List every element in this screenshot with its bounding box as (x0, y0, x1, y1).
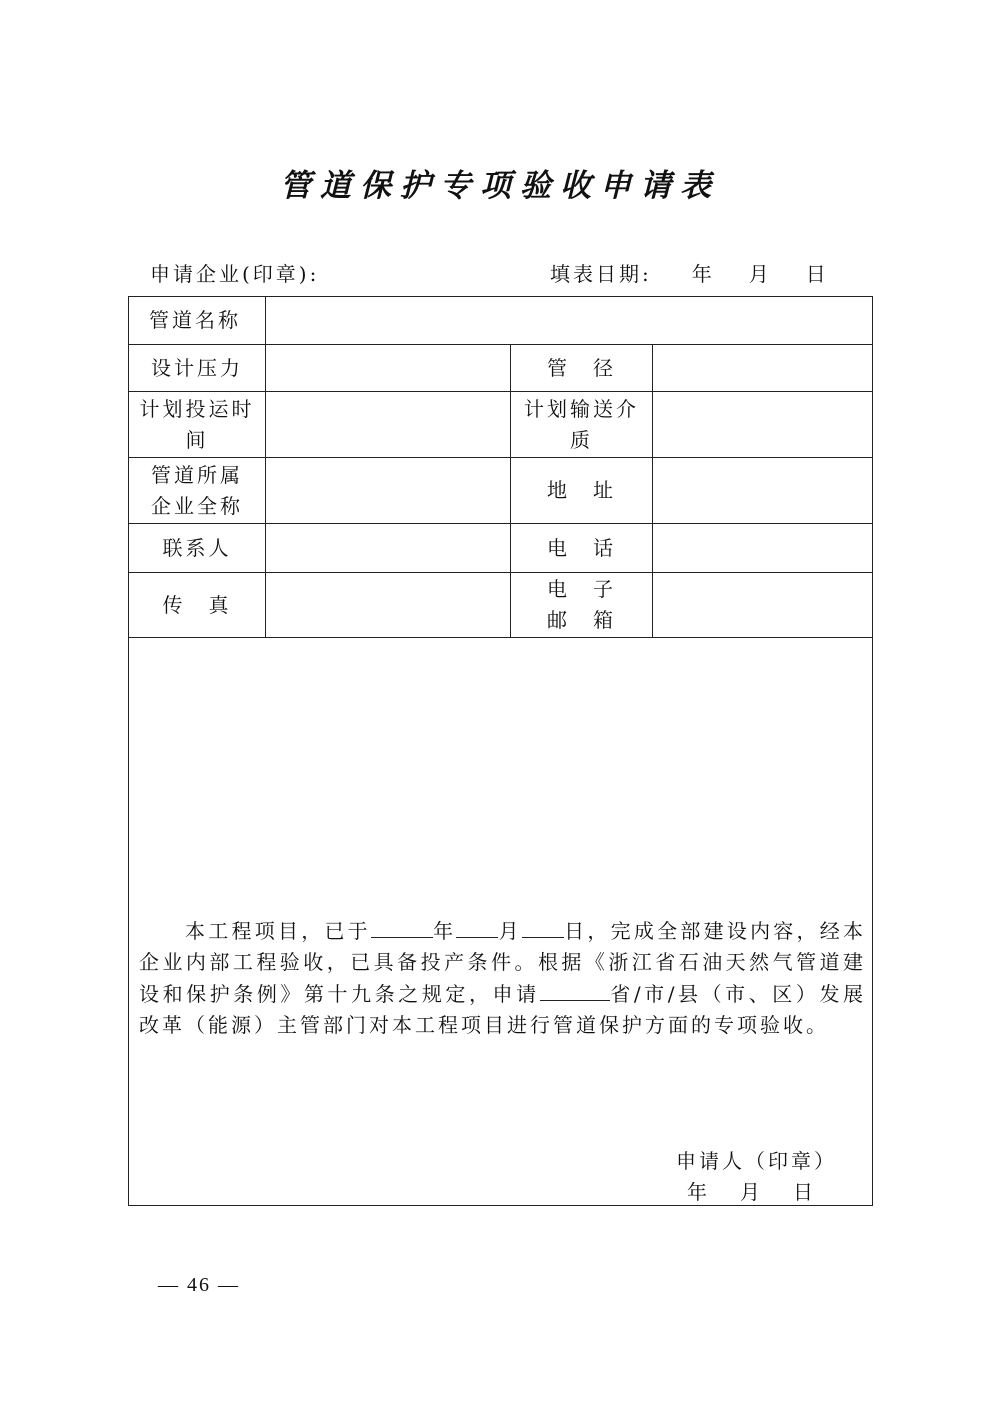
email-label-line1: 电 子 (547, 577, 616, 601)
email-label (511, 573, 653, 638)
page-number: — 46 — (158, 1274, 240, 1296)
company-full-name-label-line2: 企业全称 (151, 493, 243, 518)
application-form-table (128, 296, 873, 1206)
statement-cell (129, 638, 873, 1206)
planned-operation-time-label-line2: 间 (185, 427, 209, 452)
pipeline-name-label: 管道名称 (129, 297, 266, 345)
signature-day: 日 (793, 1180, 816, 1204)
transport-medium-label-line2: 质 (570, 427, 593, 452)
applicant-company-label: 申请企业(印章): (150, 262, 320, 286)
signature-year: 年 (687, 1180, 710, 1204)
fill-date-day: 日 (805, 262, 829, 286)
fill-date-label: 填表日期: (550, 262, 652, 286)
fax-label: 传 真 (129, 573, 266, 638)
company-full-name-label (129, 458, 266, 524)
fill-date-month: 月 (748, 262, 772, 286)
form-title: 管道保护专项验收申请表 (280, 168, 720, 204)
fill-date (550, 258, 829, 287)
pipeline-name-field[interactable] (266, 297, 873, 345)
applicant-seal-label: 申请人（印章） (676, 1149, 837, 1173)
transport-medium-label-line1: 计划输送介 (524, 396, 639, 421)
completion-year-blank[interactable] (371, 915, 433, 938)
completion-month-blank[interactable] (456, 915, 498, 938)
transport-medium-field[interactable] (653, 392, 873, 458)
signature-month: 月 (740, 1180, 763, 1204)
statement-part-5: 省/市/县（市、区）发展改革（能源）主管部门对本工程项目进行管道保护方面的专项验收。 (139, 982, 867, 1037)
phone-field[interactable] (653, 524, 873, 573)
fax-field[interactable] (266, 573, 511, 638)
contact-person-label: 联系人 (129, 524, 266, 573)
completion-day-blank[interactable] (522, 915, 564, 938)
diameter-field[interactable] (653, 345, 873, 392)
design-pressure-field[interactable] (266, 345, 511, 392)
transport-medium-label (511, 392, 653, 458)
statement-part-1: 本工程项目，已于 (185, 919, 371, 943)
statement-part-4: 日，完成全部建设内容，经本企业内部工程验收，已具备投产条件。根据《浙江省石油天然气管道建设和保护条例》第十九条之规定，申请 (139, 919, 867, 1006)
email-label-line2: 邮 箱 (547, 608, 616, 632)
company-full-name-field[interactable] (266, 458, 511, 524)
signature-date (667, 1177, 846, 1208)
statement-text (139, 915, 866, 1041)
statement-year-word: 年 (432, 919, 457, 943)
province-city-county-blank[interactable] (540, 978, 610, 1001)
address-field[interactable] (653, 458, 873, 524)
email-field[interactable] (653, 573, 873, 638)
diameter-label: 管 径 (511, 345, 653, 392)
phone-label: 电 话 (511, 524, 653, 573)
contact-person-field[interactable] (266, 524, 511, 573)
design-pressure-label: 设计压力 (129, 345, 266, 392)
planned-operation-time-field[interactable] (266, 392, 511, 458)
statement-month-word: 月 (498, 919, 522, 943)
planned-operation-time-label (129, 392, 266, 458)
address-label: 地 址 (511, 458, 653, 524)
applicant-signature (667, 1146, 846, 1208)
fill-date-year: 年 (691, 262, 715, 286)
planned-operation-time-label-line1: 计划投运时 (139, 396, 255, 421)
company-full-name-label-line1: 管道所属 (151, 462, 243, 487)
